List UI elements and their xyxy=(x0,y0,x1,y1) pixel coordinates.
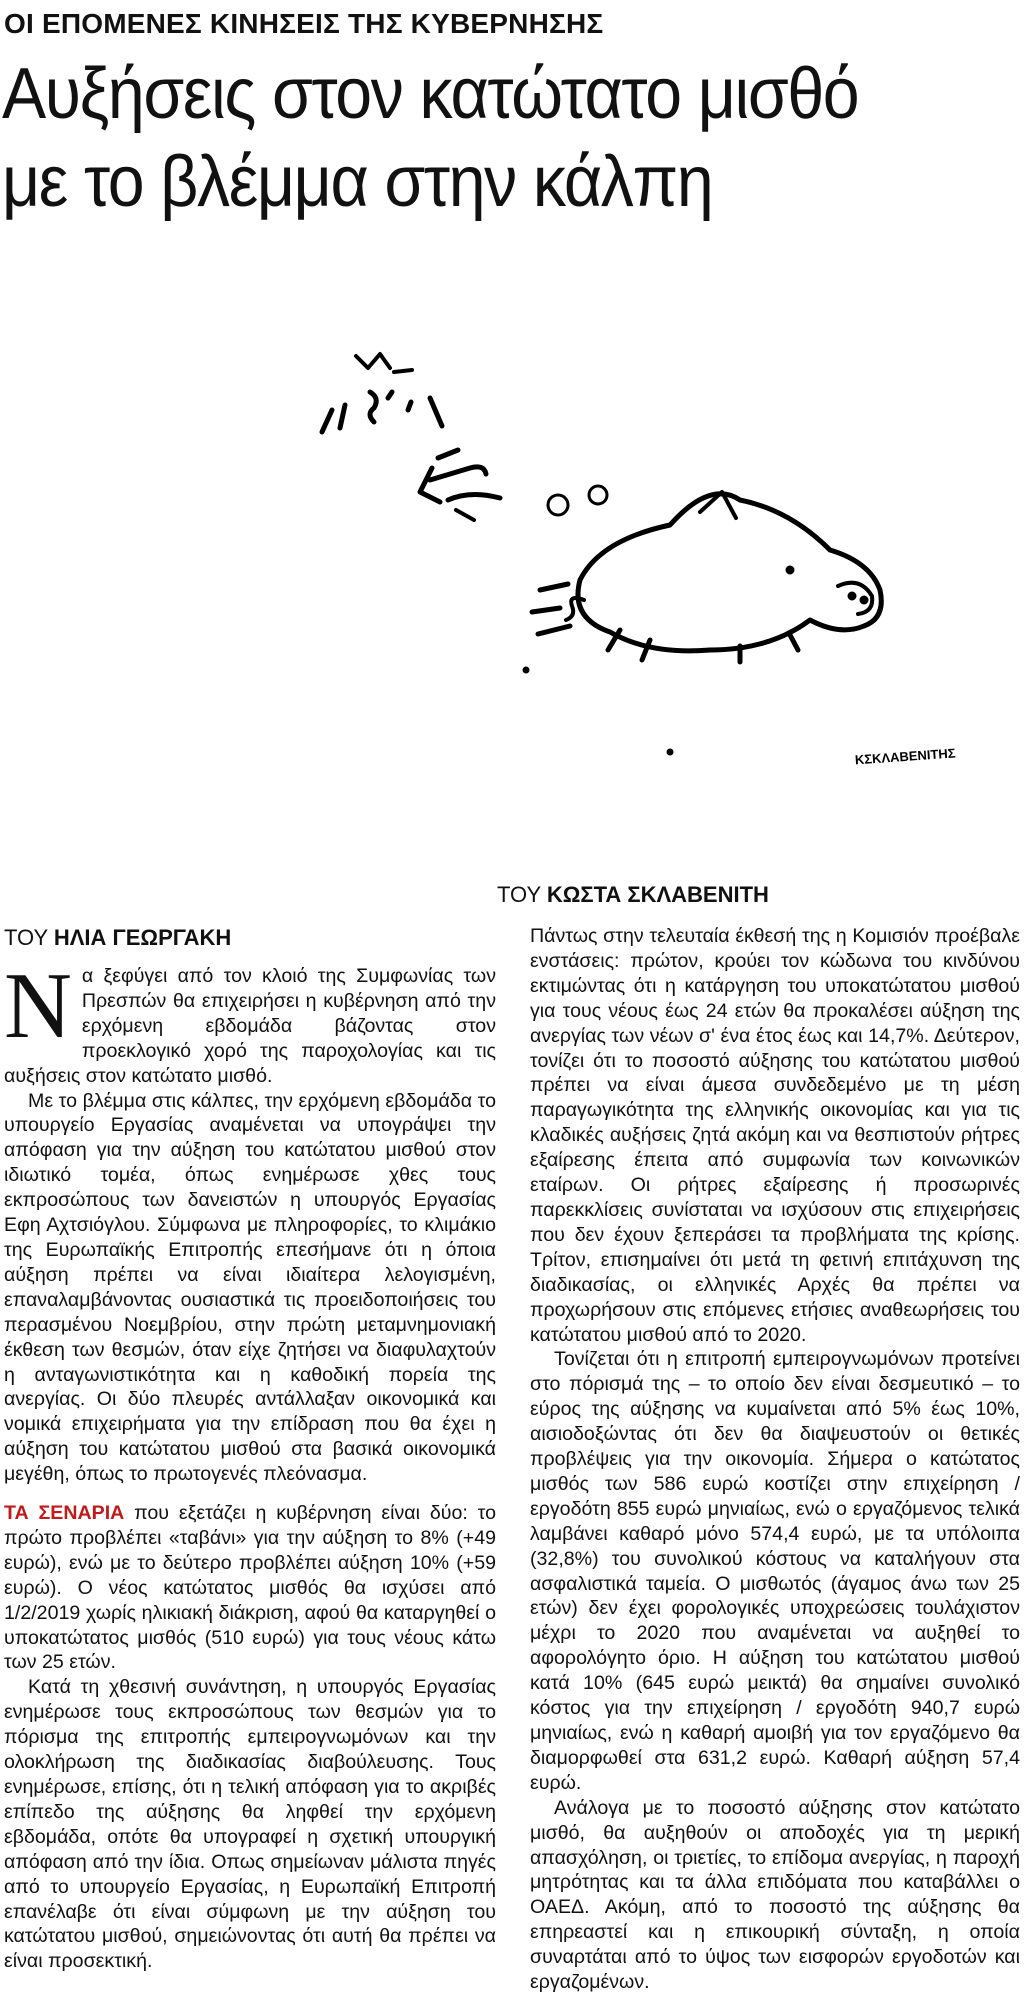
motion-mark xyxy=(356,354,412,372)
paragraph-text: α ξεφύγει από τον κλοιό της Συμφωνίας των Πρεσπών θα επιχειρήσει η κυβέρνηση από την ερχόμενη εβδομάδα βάζοντας στον προεκλογικό χορό της παροχολογίας και τις αυξήσεις στον κατώτατο μισθό. xyxy=(4,965,496,1087)
piggy-body xyxy=(578,494,881,651)
paragraph: Πάντως στην τελευταία έκθεσή της η Κομισιόν προέβαλε ενστάσεις: πρώτον, κρούει τον κώδωνα του κινδύνου εκτιμώντας ότι η κατάργηση του υποκατώτατου μισθού για τους νέους έως 24 ετών θα προκαλέσει αύξηση της ανεργίας των νέων σ' ένα έτος έως και 14,7%. Δεύτερον, τονίζει ότι το ποσοστό αύξησης του κατώτατου μισθού πρέπει να είναι άμεσα συνδεδεμένο με τη μέση παραγωγικότητα της ελληνικής οικονομίας και για τις κλαδικές αυξήσεις ζητά ακόμη και να θεσπιστούν ρήτρες εξαίρεσης έπειτα από συμφωνία των κοινωνικών εταίρων. Οι ρήτρες εξαίρεσης ή προσωρινές παρεκκλίσεις συνίσταται να ισχύσουν στις επιχειρήσεις που δεν έχουν ξεπεράσει τα προβλήματα της κρίσης. Τρίτον, επισημαίνει ότι μετά τη φετινή επιτάχυνση της διαδικασίας, οι ελληνικές Αρχές θα πρέπει να προχωρήσουν στις επόμενες ετήσιες αναθεωρήσεις του κατώτατου μισθού από το 2020. xyxy=(530,925,1020,1346)
article-column-left xyxy=(4,954,496,1974)
headline-line-2: με το βλέμμα στην κάλπη xyxy=(2,142,713,222)
speed-lines xyxy=(532,584,570,634)
byline-right xyxy=(497,882,769,908)
paragraph xyxy=(4,1501,496,1675)
byline-left xyxy=(4,925,231,951)
lead-in: ΤΑ ΣΕΝΑΡΙΑ xyxy=(4,1502,125,1525)
motion-mark xyxy=(370,392,376,422)
piggy-eye xyxy=(786,566,794,574)
paragraph: Τονίζεται ότι η επιτροπή εμπειρογνωμόνων προτείνει στο πόρισμά της – το οποίο δεν είναι δεσμευτικό – το εύρος της αύξησης να κυμαίνεται από 5% έως 10%, αισιοδοξώντας ότι δεν θα διαψευστούν οι θετικές προβλέψεις για την οικονομία. Σήμερα ο κατώτατος μισθός των 586 ευρώ κοστίζει στην επιχείρηση / εργοδότη 855 ευρώ μηνιαίως, ενώ ο εργαζόμενος τελικά λαμβάνει καθαρό μόνο 574,4 ευρώ, με τα υπόλοιπα (32,8%) του συνολικού κόστους να καταλήγουν στα ασφαλιστικά ταμεία. Ο μισθωτός (άγαμος άνω των 25 ετών) δεν έχει φορολογικές υποχρεώσεις τουλάχιστον μέχρι το 2020 που αναμένεται να αυξηθεί το αφορολόγητο όριο. Η αύξηση του κατώτατου μισθού κατά 10% (645 ευρώ μεικτά) θα σημαίνει συνολικό κόστος για την επιχείρηση / εργοδότη 940,7 ευρώ μηνιαίως, ενώ η καθαρή αμοιβή για τον εργαζόμενο θα διαμορφωθεί στα 631,2 ευρώ. Καθαρή αύξηση 57,4 ευρώ. xyxy=(530,1348,1020,1794)
bubble xyxy=(589,486,607,504)
bubble xyxy=(548,495,568,515)
motion-mark xyxy=(420,450,500,502)
cartoon-signature: ΚΣΚΛΑΒΕΝΙΤΗΣ xyxy=(854,745,957,768)
piggy-nostril xyxy=(848,592,856,600)
byline-author: ΚΩΣΤΑ ΣΚΛΑΒΕΝΙΤΗ xyxy=(546,882,769,907)
headline-line-1: Αυξήσεις στον κατώτατο μισθό xyxy=(2,54,859,134)
paragraph: Ανάλογα με το ποσοστό αύξησης στον κατώτατο μισθό, θα αυξηθούν οι αποδοχές για τη μερική απασχόληση, οι τριετίες, το επίδομα ανεργίας, η παροχή μητρότητας και τα άλλα επιδόματα που καταβάλλει ο ΟΑΕΔ. Ακόμη, από το ποσοστό της αύξησης θα επηρεαστεί και η επικουρική σύνταξη, η οποία συναρτάται από το ύψος των εισφορών εργοδοτών και εργαζομένων. xyxy=(530,1796,1020,1994)
drop-cap: Ν xyxy=(4,954,72,1058)
paragraph: Με το βλέμμα στις κάλπες, την ερχόμενη εβδομάδα το υπουργείο Εργασίας αναμένεται να υπογράψει την απόφαση για την αύξηση του κατώτατου μισθού στον ιδιωτικό τομέα, όπως ενημέρωσε χθες τους εκπροσώπους των δανειστών η υπουργός Εργασίας Εφη Αχτσιόγλου. Σύμφωνα με πληροφορίες, το κλιμάκιο της Ευρωπαϊκής Επιτροπής επεσήμανε ότι η όποια αύξηση πρέπει να είναι ιδιαίτερα λελογισμένη, επαναλαμβάνοντας ουσιαστικά τις προειδοποιήσεις του περασμένου Νοεμβρίου, στην πρώτη μεταμνημονιακή έκθεση των θεσμών, όταν είχε ζητήσει να διαφυλαχτούν η ανταγωνιστικότητα και η καθοδική πορεία της ανεργίας. Οι δύο πλευρές αντάλλαξαν οικονομικά και νομικά επιχειρήματα για την επίδραση που θα έχει η αύξηση του κατώτατου μισθού στα βασικά οικονομικά μεγέθη, όπως το πρωτογενές πλεόνασμα. xyxy=(4,1089,496,1486)
byline-author: ΗΛΙΑ ΓΕΩΡΓΑΚΗ xyxy=(53,925,232,950)
section-kicker: ΟΙ ΕΠΟΜΕΝΕΣ ΚΙΝΗΣΕΙΣ ΤΗΣ ΚΥΒΕΡΝΗΣΗΣ xyxy=(4,8,604,39)
dot xyxy=(523,667,529,673)
paragraph-text: που εξετάζει η κυβέρνηση είναι δύο: το πρώτο προβλέπει «ταβάνι» για την αύξηση το 8% (+49 ευρώ), ενώ με το δεύτερο προβλέπει αύξηση 10% (+59 ευρώ). Ο νέος κατώτατος μισθός θα ισχύσει από 1/2/2019 χωρίς ηλικιακή διάκριση, αφού θα καταργηθεί ο υποκατώτατος μισθός (510 ευρώ) για τους νέους κάτω των 25 ετών. xyxy=(4,1502,496,1674)
motion-mark xyxy=(456,510,474,520)
byline-prefix: ΤΟΥ xyxy=(4,925,48,950)
dot xyxy=(667,749,673,755)
paragraph xyxy=(4,954,496,1089)
byline-prefix: ΤΟΥ xyxy=(497,882,541,907)
paragraph: Κατά τη χθεσινή συνάντηση, η υπουργός Εργασίας ενημέρωσε τους εκπροσώπους των θεσμών για το πόρισμα της επιτροπής εμπειρογνωμόνων και την ολοκλήρωση της διαδικασίας διαβούλευσης. Τους ενημέρωσε, επίσης, ότι η τελική απόφαση για το ακριβές επίπεδο της αύξησης θα ληφθεί την ερχόμενη εβδομάδα, οπότε θα υπογραφεί η σχετική υπουργική απόφαση από την ίδια. Οπως σημείωναν μάλιστα πηγές από το υπουργείο Εργασίας, η Ευρωπαϊκή Επιτροπή επανέλαβε ότι είναι σύμφωνη με την αύξηση του κατώτατου μισθού, σημειώνοντας ότι αυτή θα πρέπει να είναι προσεκτική. xyxy=(4,1676,496,1973)
motion-mark xyxy=(322,405,345,432)
motion-mark xyxy=(388,392,442,426)
headline xyxy=(2,50,931,226)
piggy-bank-cartoon-icon xyxy=(270,350,1020,875)
article-column-right xyxy=(530,924,1020,1995)
piggy-nostril xyxy=(860,596,868,604)
